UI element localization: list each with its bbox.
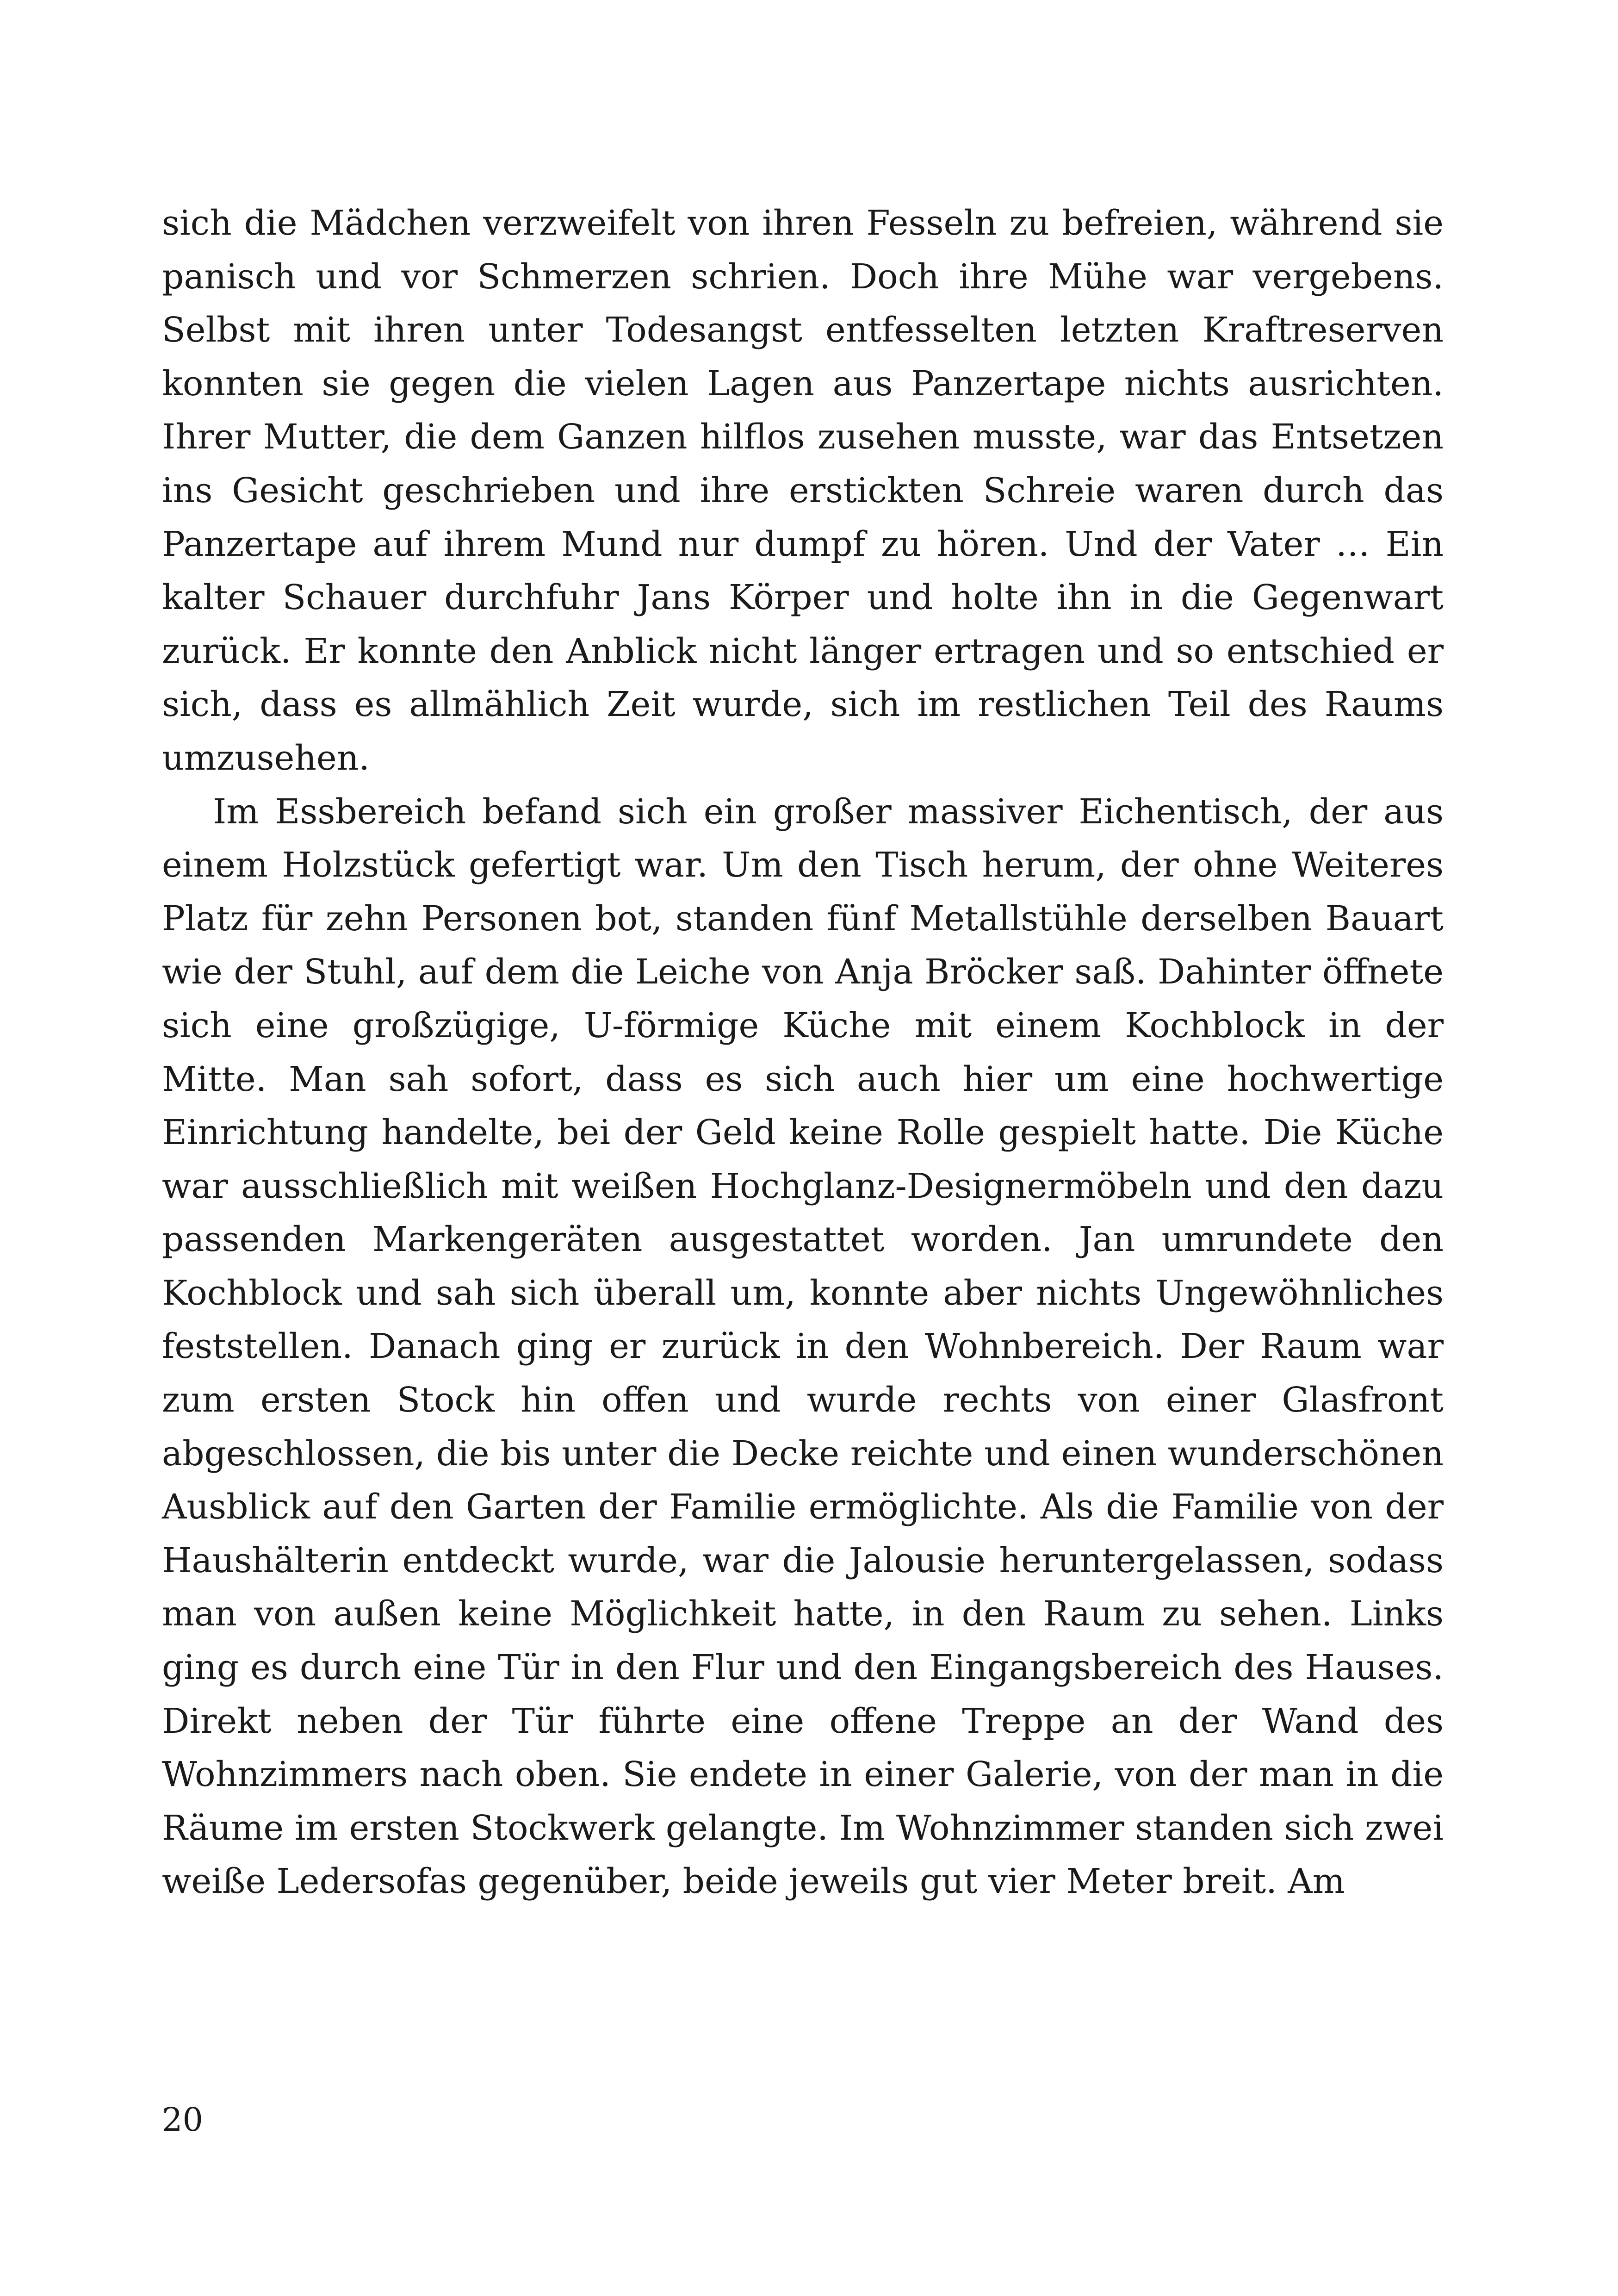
- page-number: 20: [162, 2101, 204, 2139]
- paragraph-essbereich: Im Essbereich befand sich ein großer massiver Eichentisch, der aus einem Holzstück gefertigt war. Um den Tisch herum, der ohne Weiteres Platz für zehn Personen bot, standen fünf Metallstühle derselben Bauart wie der Stuhl, auf dem die Leiche von Anja Bröcker saß. Dahinter öffnete sich eine großzügige, U-förmige Küche mit einem Kochblock in der Mitte. Man sah sofort, dass es sich auch hier um eine hochwertige Einrichtung handelte, bei der Geld keine Rolle gespielt hatte. Die Küche war ausschließlich mit weißen Hochglanz-Designermöbeln und den dazu passenden Markengeräten ausgestattet worden. Jan umrundete den Kochblock und sah sich überall um, konnte aber nichts Ungewöhnliches feststellen. Danach ging er zurück in den Wohnbereich. Der Raum war zum ersten Stock hin offen und wurde rechts von einer Glasfront abgeschlossen, die bis unter die Decke reichte und einen wunderschönen Ausblick auf den Garten der Familie ermöglichte. Als die Familie von der Haushälterin entdeckt wurde, war die Jalousie heruntergelassen, sodass man von außen keine Möglichkeit hatte, in den Raum zu sehen. Links ging es durch eine Tür in den Flur und den Eingangsbereich des Hauses. Direkt neben der Tür führte eine offene Treppe an der Wand des Wohnzimmers nach oben. Sie endete in einer Galerie, von der man in die Räume im ersten Stockwerk gelangte. Im Wohnzimmer standen sich zwei weiße Ledersofas gegenüber, beide jeweils gut vier Meter breit. Am: [162, 791, 1444, 1902]
- body-text: [162, 197, 1444, 1909]
- paragraph-continued: sich die Mädchen verzweifelt von ihren Fesseln zu befreien, während sie panisch und vor Schmerzen schrien. Doch ihre Mühe war vergebens. Selbst mit ihren unter Todesangst entfesselten letzten Kraftreserven konnten sie gegen die vielen Lagen aus Panzertape nichts ausrichten. Ihrer Mutter, die dem Ganzen hilflos zusehen musste, war das Entsetzen ins Gesicht geschrieben und ihre erstickten Schreie waren durch das Panzertape auf ihrem Mund nur dumpf zu hören. Und der Vater … Ein kalter Schauer durchfuhr Jans Körper und holte ihn in die Gegenwart zurück. Er konnte den Anblick nicht länger ertragen und so entschied er sich, dass es allmählich Zeit wurde, sich im restlichen Teil des Raums umzusehen.: [162, 203, 1444, 778]
